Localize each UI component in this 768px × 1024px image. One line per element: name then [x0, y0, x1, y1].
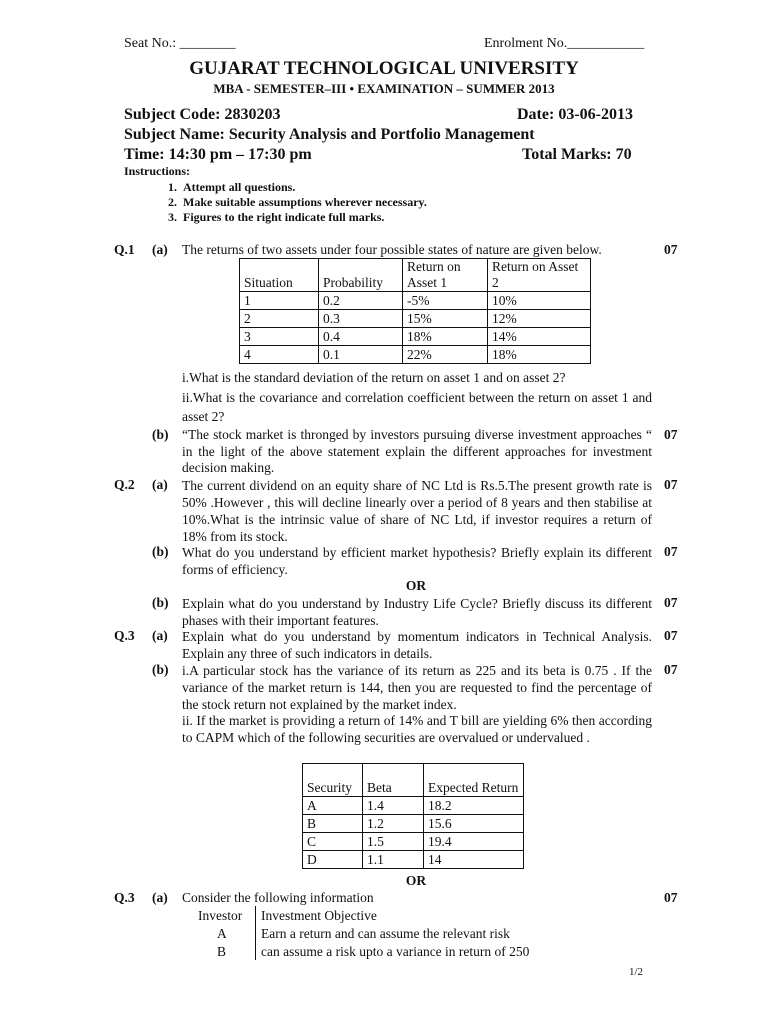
table-cell: D [303, 851, 363, 869]
table-cell: C [303, 833, 363, 851]
objective-header: Investment Objective [261, 908, 377, 923]
table-cell: 1.4 [363, 797, 424, 815]
enrolment-number-label: Enrolment No.___________ [484, 36, 645, 51]
or-separator: OR [405, 578, 427, 593]
or-separator: OR [405, 873, 427, 888]
question-marks: 07 [664, 544, 678, 559]
table-row [240, 346, 591, 364]
table-cell: 14% [488, 328, 591, 346]
table-header-row [303, 764, 524, 797]
question-text: Explain what do you understand by momentum indicators in Technical Analysis. Explain any three of such indicators in details. [182, 629, 652, 661]
question-part-label: (b) [152, 595, 169, 610]
table-header-cell: Return on Asset 2 [488, 259, 591, 292]
instruction-item: 2. Make suitable assumptions wherever necessary. [168, 195, 427, 209]
question-number: Q.3 [114, 628, 135, 643]
table-cell: 19.4 [424, 833, 524, 851]
table-cell: 0.3 [319, 310, 403, 328]
capm-table [302, 763, 524, 869]
returns-table [239, 258, 591, 364]
sub-question-text: i.What is the standard deviation of the return on asset 1 and on asset 2? [182, 370, 566, 385]
sub-question-text: ii.What is the covariance and correlation coefficient between the return on asset 1 and asset 2? [182, 390, 652, 424]
table-header-cell: Situation [240, 259, 319, 292]
table-cell: 3 [240, 328, 319, 346]
table-cell: A [303, 797, 363, 815]
subject-code: Subject Code: 2830203 [124, 106, 281, 123]
table-row [240, 328, 591, 346]
question-number: Q.1 [114, 242, 135, 257]
table-cell: 14 [424, 851, 524, 869]
question-marks: 07 [664, 242, 678, 257]
table-cell: -5% [403, 292, 488, 310]
question-text: ii. If the market is providing a return of 14% and T bill are yielding 6% then according to CAPM which of the following securities are overvalued or undervalued . [182, 713, 652, 745]
question-text: The returns of two assets under four possible states of nature are given below. [182, 242, 602, 257]
question-number: Q.2 [114, 477, 135, 492]
investor-name: B [217, 944, 227, 959]
table-header-cell: Expected Return [424, 764, 524, 797]
page-number: 1/2 [629, 966, 644, 978]
table-cell: 4 [240, 346, 319, 364]
total-marks: Total Marks: 70 [522, 146, 632, 163]
table-row [240, 292, 591, 310]
question-part-label: (b) [152, 544, 169, 559]
investor-name: A [217, 926, 227, 941]
question-marks: 07 [664, 890, 678, 905]
table-row [303, 833, 524, 851]
question-text: The current dividend on an equity share of NC Ltd is Rs.5.The present growth rate is 50% .However , this will decline linearly over a period of 8 years and then stabilise at 10%.What is the intrinsic value of share of NC Ltd, if investor requires a return of 18% from its stock. [182, 478, 652, 544]
table-row [303, 815, 524, 833]
table-cell: 1 [240, 292, 319, 310]
table-cell: 18% [488, 346, 591, 364]
table-cell: 22% [403, 346, 488, 364]
investor-objective: Earn a return and can assume the relevant risk [261, 926, 510, 941]
table-cell: 0.1 [319, 346, 403, 364]
table-header-cell: Return on Asset 1 [403, 259, 488, 292]
table-cell: 18.2 [424, 797, 524, 815]
exam-time: Time: 14:30 pm – 17:30 pm [124, 146, 312, 163]
instructions-label: Instructions: [124, 164, 191, 178]
question-part-label: (a) [152, 890, 168, 905]
table-cell: 15.6 [424, 815, 524, 833]
university-title: GUJARAT TECHNOLOGICAL UNIVERSITY [189, 58, 579, 79]
table-cell: 18% [403, 328, 488, 346]
table-header-row [240, 259, 591, 292]
question-marks: 07 [664, 427, 678, 442]
seat-number-label: Seat No.: ________ [124, 36, 236, 51]
exam-date: Date: 03-06-2013 [517, 106, 633, 123]
question-text: Explain what do you understand by Industry Life Cycle? Briefly discuss its different phases with their important features. [182, 596, 652, 628]
question-text: Consider the following information [182, 890, 374, 905]
table-cell: 0.4 [319, 328, 403, 346]
table-cell: 2 [240, 310, 319, 328]
investor-objective: can assume a risk upto a variance in return of 250 [261, 944, 530, 959]
table-header-cell: Security [303, 764, 363, 797]
table-row [240, 310, 591, 328]
question-part-label: (b) [152, 427, 169, 442]
question-part-label: (a) [152, 242, 168, 257]
question-text: i.A particular stock has the variance of its return as 225 and its beta is 0.75 . If the variance of the market return is 144, then you are requested to find the percentage of the stock return not explained by the market index. [182, 663, 652, 712]
table-cell: B [303, 815, 363, 833]
table-row [303, 851, 524, 869]
question-part-label: (a) [152, 628, 168, 643]
subject-name: Subject Name: Security Analysis and Portfolio Management [124, 126, 535, 143]
investor-header: Investor [198, 908, 243, 923]
question-number: Q.3 [114, 890, 135, 905]
table-cell: 10% [488, 292, 591, 310]
question-marks: 07 [664, 662, 678, 677]
table-header-cell: Beta [363, 764, 424, 797]
table-cell: 1.5 [363, 833, 424, 851]
table-row [303, 797, 524, 815]
question-text: What do you understand by efficient market hypothesis? Briefly explain its different forms of efficiency. [182, 545, 652, 577]
table-cell: 1.2 [363, 815, 424, 833]
instruction-item: 3. Figures to the right indicate full marks. [168, 210, 385, 224]
table-header-cell: Probability [319, 259, 403, 292]
table-cell: 0.2 [319, 292, 403, 310]
exam-line: MBA - SEMESTER–III • EXAMINATION – SUMMER 2013 [213, 81, 555, 96]
question-part-label: (a) [152, 477, 168, 492]
table-cell: 12% [488, 310, 591, 328]
instruction-item: 1. Attempt all questions. [168, 180, 296, 194]
question-marks: 07 [664, 595, 678, 610]
table-cell: 15% [403, 310, 488, 328]
question-marks: 07 [664, 477, 678, 492]
question-part-label: (b) [152, 662, 169, 677]
table-divider [255, 906, 256, 960]
question-text: “The stock market is thronged by investors pursuing diverse investment approaches “ in the light of the above statement explain the different approaches for investment decision making. [182, 427, 652, 475]
question-marks: 07 [664, 628, 678, 643]
table-cell: 1.1 [363, 851, 424, 869]
